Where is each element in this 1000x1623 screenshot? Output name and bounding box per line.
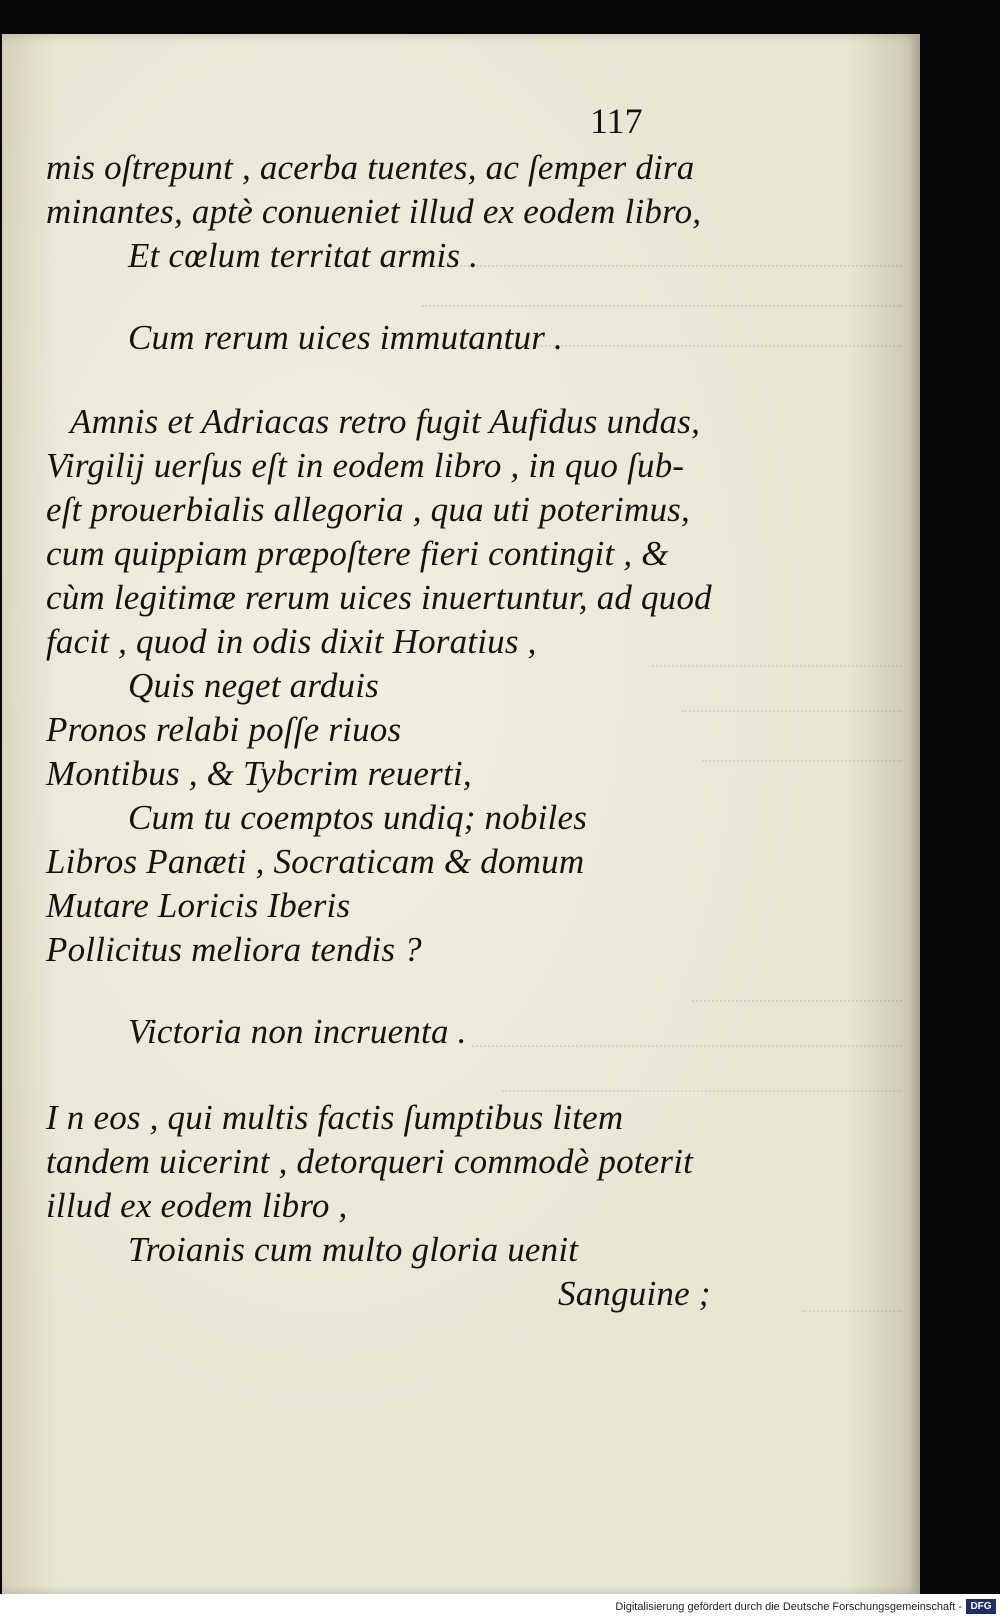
verse-line: Pollicitus meliora tendis ? — [46, 930, 422, 969]
section-heading: Victoria non incruenta . — [128, 1012, 467, 1051]
text-line: Amnis et Adriacas retro fugit Aufidus undas, — [70, 402, 701, 441]
text-line: tandem uicerint , detorqueri commodè poterit — [46, 1142, 694, 1181]
section-heading: Cum rerum uices immutantur . — [128, 318, 563, 357]
text-line: cùm legitimæ rerum uices inuertuntur, ad quod — [46, 578, 712, 617]
verse-line: Pronos relabi poſſe riuos — [46, 710, 402, 749]
verse-line: Libros Panæti , Socraticam & domum — [46, 842, 585, 881]
show-through-line — [422, 279, 902, 307]
verse-line: Troianis cum multo gloria uenit — [128, 1230, 579, 1269]
verse-line: Montibus , & Tybcrim reuerti, — [46, 754, 472, 793]
verse-line: Cum tu coemptos undiq; nobiles — [128, 798, 588, 837]
text-line: Et cœlum territat armis . — [128, 236, 479, 275]
show-through-line — [652, 639, 902, 667]
text-line: Virgilij uerſus eſt in eodem libro , in quo ſub- — [46, 446, 685, 485]
text-line: cum quippiam præpoſtere fieri contingit , & — [46, 534, 669, 573]
footer-bar — [0, 1594, 1000, 1623]
show-through-line — [472, 1019, 902, 1047]
verse-line: Mutare Loricis Iberis — [46, 886, 351, 925]
text-line: facit , quod in odis dixit Horatius , — [46, 622, 537, 661]
show-through-line — [702, 734, 902, 762]
text-line: eſt prouerbialis allegoria , qua uti poterimus, — [46, 490, 690, 529]
text-line: mis oſtrepunt , acerba tuentes, ac ſemper dira — [46, 148, 695, 187]
text-line: I n eos , qui multis factis ſumptibus litem — [46, 1098, 624, 1137]
show-through-line — [682, 684, 902, 712]
show-through-line — [502, 1064, 902, 1092]
show-through-line — [802, 1284, 902, 1312]
page-number: 117 — [590, 101, 643, 141]
show-through-line — [432, 239, 902, 267]
text-line: minantes, aptè conueniet illud ex eodem libro, — [46, 192, 702, 231]
show-through-line — [692, 974, 902, 1002]
dfg-logo: DFG — [966, 1599, 996, 1614]
verse-line: Quis neget arduis — [128, 666, 379, 705]
catchword: Sanguine ; — [558, 1274, 711, 1313]
funding-credit: Digitalisierung gefördert durch die Deutsche Forschungsgemeinschaft - — [615, 1601, 962, 1613]
text-line: illud ex eodem libro , — [46, 1186, 348, 1225]
